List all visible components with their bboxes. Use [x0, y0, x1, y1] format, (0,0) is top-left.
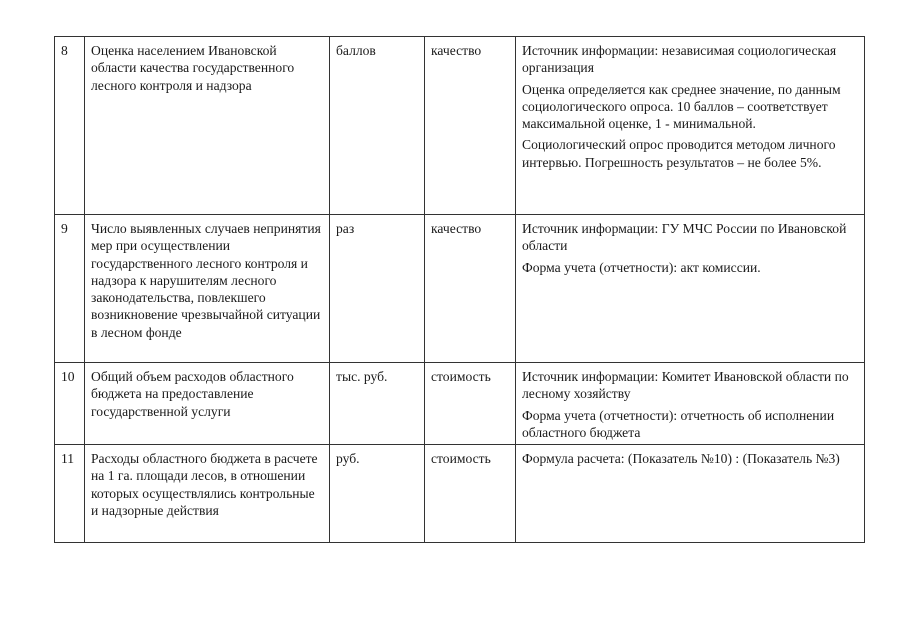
unit-of-measure: баллов — [330, 37, 425, 215]
indicator-name: Общий объем расходов областного бюджета на предоставление государственной услуги — [85, 363, 330, 445]
indicator-type: стоимость — [425, 445, 516, 543]
row-number: 10 — [55, 363, 85, 445]
source-paragraph: Источник информации: Комитет Ивановской области по лесному хозяйству — [522, 369, 849, 402]
unit-of-measure: руб. — [330, 445, 425, 543]
row-number: 9 — [55, 215, 85, 363]
information-source — [516, 445, 865, 543]
source-paragraph: Оценка определяется как среднее значение, по данным социологического опроса. 10 баллов – соответствует максимальной оценке, 1 - минимальной. — [522, 81, 841, 132]
indicator-type: стоимость — [425, 363, 516, 445]
table-row — [55, 363, 865, 445]
source-paragraph: Источник информации: ГУ МЧС России по Ивановской области — [522, 221, 847, 254]
table-row — [55, 445, 865, 543]
source-paragraph: Форма учета (отчетности): акт комиссии. — [522, 259, 761, 275]
indicators-table — [54, 36, 865, 543]
unit-of-measure: тыс. руб. — [330, 363, 425, 445]
indicator-name: Оценка населением Ивановской области качества государственного лесного контроля и надзора — [85, 37, 330, 215]
source-paragraph: Источник информации: независимая социологическая организация — [522, 43, 837, 76]
row-number: 8 — [55, 37, 85, 215]
source-paragraph: Форма учета (отчетности): отчетность об исполнении областного бюджета — [522, 407, 835, 440]
row-number: 11 — [55, 445, 85, 543]
indicator-type: качество — [425, 215, 516, 363]
table-row — [55, 37, 865, 215]
information-source — [516, 37, 865, 215]
source-paragraph: Формула расчета: (Показатель №10) : (Показатель №3) — [522, 451, 840, 466]
indicator-name: Расходы областного бюджета в расчете на 1 га. площади лесов, в отношении которых осуществлялись контрольные и надзорные действия — [85, 445, 330, 543]
source-paragraph: Социологический опрос проводится методом личного интервью. Погрешность результатов – не более 5%. — [522, 137, 836, 170]
information-source — [516, 215, 865, 363]
indicator-type: качество — [425, 37, 516, 215]
information-source — [516, 363, 865, 445]
table-row — [55, 215, 865, 363]
unit-of-measure: раз — [330, 215, 425, 363]
indicator-name: Число выявленных случаев непринятия мер при осуществлении государственного лесного контроля и надзора к нарушителям лесного законодательства, повлекшего возникновение чрезвычайной ситуации в лесном фонде — [85, 215, 330, 363]
